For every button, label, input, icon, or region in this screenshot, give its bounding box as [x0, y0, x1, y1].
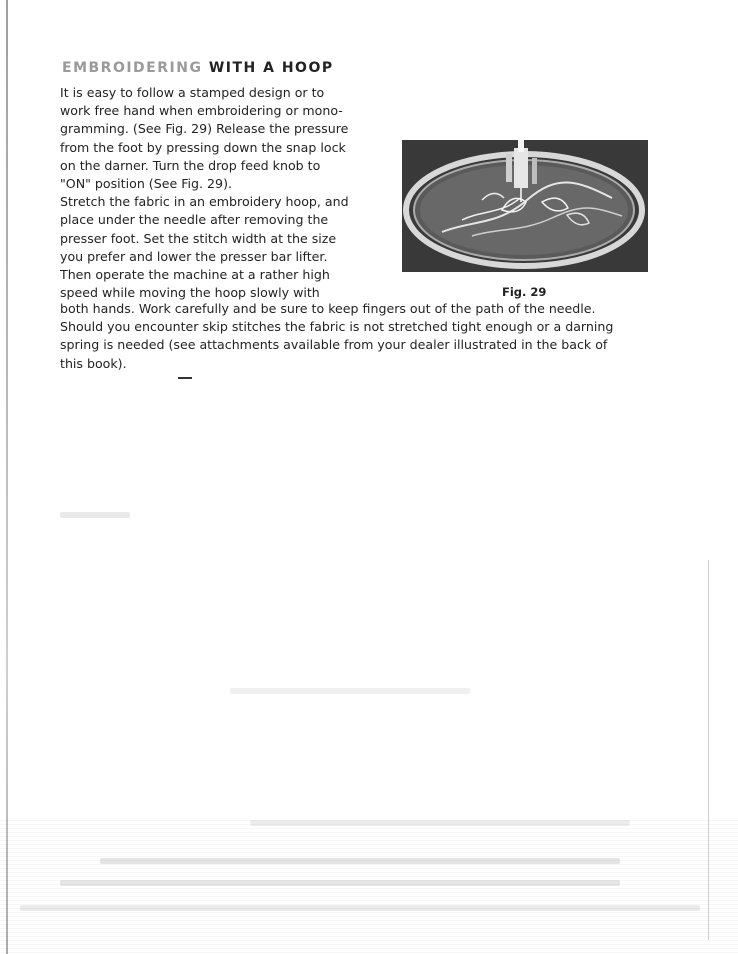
body-line: spring is needed (see attachments available from your dealer illustrated in the back of: [60, 337, 608, 353]
body-line: Then operate the machine at a rather high: [60, 267, 330, 283]
body-line: work free hand when embroidering or mono-: [60, 103, 343, 119]
body-line: Should you encounter skip stitches the fabric is not stretched tight enough or a darning: [60, 319, 614, 335]
scan-noise-band: [0, 820, 738, 954]
scan-left-edge: [6, 0, 8, 954]
body-text-column: [60, 84, 360, 302]
figure-caption: Fig. 29: [502, 285, 547, 299]
body-line: speed while moving the hoop slowly with: [60, 285, 320, 301]
divider-mark: [178, 377, 192, 379]
heading-dark-part: WITH A HOOP: [208, 60, 334, 76]
bleed-through-mark: [230, 688, 470, 694]
body-line: both hands. Work carefully and be sure to keep fingers out of the path of the needle.: [60, 301, 596, 316]
body-line: this book).: [60, 355, 127, 371]
body-line: from the foot by pressing down the snap lock: [60, 139, 346, 155]
bleed-through-mark: [60, 512, 130, 518]
body-line: presser foot. Set the stitch width at the size: [60, 230, 337, 246]
embroidery-hoop-photo: [402, 140, 648, 272]
body-line: It is easy to follow a stamped design or to: [60, 85, 325, 100]
body-line: gramming. (See Fig. 29) Release the pressure: [60, 121, 349, 137]
hoop-illustration: [402, 140, 648, 272]
body-line: you prefer and lower the presser bar lifter.: [60, 248, 328, 264]
body-line: Stretch the fabric in an embroidery hoop, and: [60, 194, 349, 210]
section-heading: [62, 60, 334, 76]
body-text-wide: [60, 300, 620, 373]
body-line: "ON" position (See Fig. 29).: [60, 176, 232, 192]
body-line: place under the needle after removing the: [60, 212, 329, 228]
heading-faded-part: EMBROIDERING: [62, 60, 203, 76]
body-line: on the darner. Turn the drop feed knob to: [60, 157, 321, 173]
